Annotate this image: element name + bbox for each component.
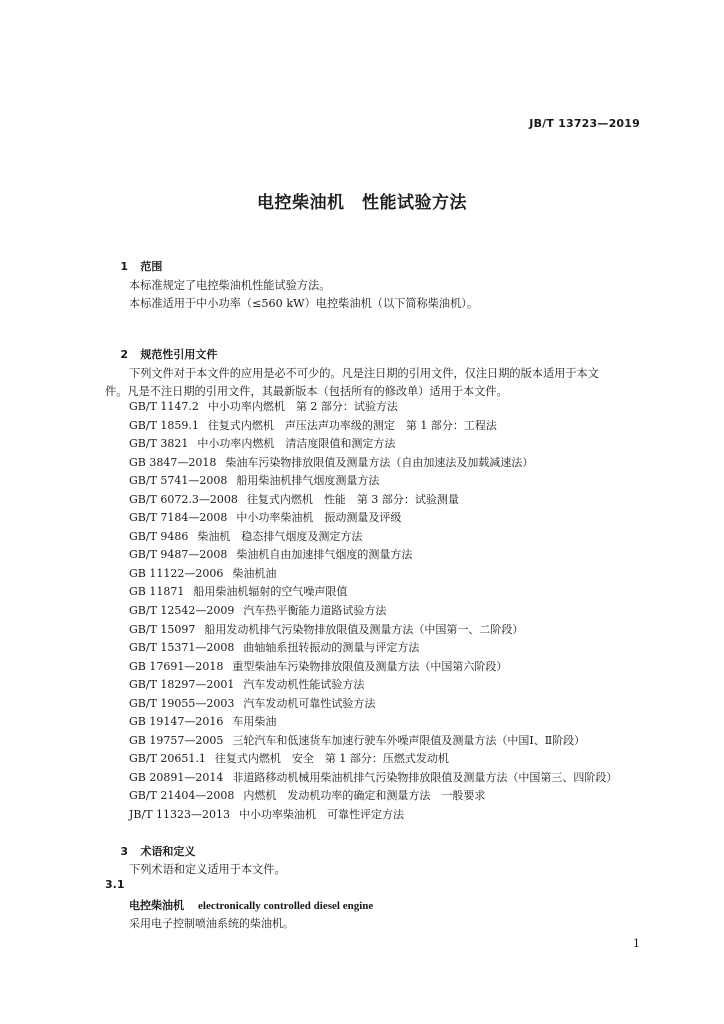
section-title: 规范性引用文件 [140, 348, 218, 361]
reference-title: 中小功率柴油机 可靠性评定方法 [239, 808, 405, 822]
reference-code: GB 11122—2006 [129, 566, 224, 580]
reference-code: GB 11871 [129, 585, 185, 599]
term-heading [129, 897, 373, 913]
reference-code: GB/T 15371—2008 [129, 641, 235, 655]
reference-title: 往复式内燃机 性能 第 3 部分：试验测量 [246, 492, 459, 506]
reference-title: 往复式内燃机 安全 第 1 部分：压燃式发动机 [214, 752, 449, 766]
reference-code: GB 17691—2018 [129, 659, 224, 673]
reference-code: GB/T 6072.3—2008 [129, 492, 238, 506]
document-title: 电控柴油机 性能试验方法 [257, 193, 467, 213]
reference-code: GB/T 9486 [129, 529, 189, 543]
reference-title: 内燃机 发动机功率的确定和测量方法 一般要求 [243, 789, 486, 803]
reference-title: 中小功率内燃机 第 2 部分：试验方法 [207, 400, 398, 413]
section-title: 术语和定义 [140, 845, 196, 858]
reference-item [129, 806, 617, 825]
reference-item [129, 546, 617, 565]
reference-code: GB/T 1859.1 [129, 418, 199, 432]
reference-code: GB 19757—2005 [129, 733, 224, 747]
reference-item [129, 528, 617, 547]
reference-title: 重型柴油车污染物排放限值及测量方法（中国第六阶段） [232, 659, 508, 673]
term-chinese: 电控柴油机 [129, 899, 184, 912]
reference-item [129, 695, 617, 714]
reference-title: 柴油车污染物排放限值及测量方法（自由加速法及加载减速法） [225, 455, 534, 469]
reference-title: 汽车发动机性能试验方法 [243, 678, 365, 692]
reference-item [129, 417, 617, 436]
reference-title: 柴油机油 [232, 566, 277, 580]
section-number: 1 [120, 260, 128, 273]
term-number: 3.1 [105, 878, 125, 891]
reference-code: GB/T 12542—2009 [129, 604, 235, 618]
reference-title: 中小功率柴油机 振动测量及评级 [236, 511, 402, 525]
reference-item [129, 602, 617, 621]
reference-code: GB/T 7184—2008 [129, 511, 228, 525]
section-number: 2 [120, 348, 128, 361]
page-number: 1 [633, 937, 640, 950]
refs-intro-line-2: 件。凡是不注日期的引用文件，其最新版本（包括所有的修改单）适用于本文件。 [105, 385, 508, 398]
scope-paragraph-1: 本标准规定了电控柴油机性能试验方法。 [129, 279, 331, 292]
reference-item [129, 621, 617, 640]
reference-code: GB/T 21404—2008 [129, 789, 235, 803]
reference-item [129, 639, 617, 658]
reference-code: GB/T 5741—2008 [129, 474, 228, 488]
reference-item [129, 732, 617, 751]
reference-item [129, 676, 617, 695]
reference-item [129, 509, 617, 528]
reference-item [129, 454, 617, 473]
terms-intro: 下列术语和定义适用于本文件。 [129, 863, 286, 876]
reference-code: JB/T 11323—2013 [129, 808, 231, 822]
reference-item [129, 472, 617, 491]
reference-item [129, 565, 617, 584]
reference-code: GB/T 9487—2008 [129, 548, 228, 562]
reference-title: 柴油机自由加速排气烟度的测量方法 [236, 548, 413, 562]
reference-item [129, 713, 617, 732]
reference-title: 柴油机 稳态排气烟度及测定方法 [197, 529, 363, 543]
reference-title: 汽车发动机可靠性试验方法 [243, 696, 376, 710]
reference-title: 非道路移动机械用柴油机排气污染物排放限值及测量方法（中国第三、四阶段） [232, 770, 618, 784]
reference-item [129, 435, 617, 454]
section-number: 3 [120, 845, 128, 858]
reference-title: 三轮汽车和低速货车加速行驶车外噪声限值及测量方法（中国Ⅰ、Ⅱ阶段） [232, 733, 586, 747]
reference-title: 往复式内燃机 声压法声功率级的测定 第 1 部分：工程法 [207, 418, 497, 432]
reference-title: 船用柴油机排气烟度测量方法 [236, 474, 380, 488]
reference-item [129, 658, 617, 677]
reference-item [129, 398, 617, 417]
reference-title: 车用柴油 [232, 715, 277, 729]
term-definition: 采用电子控制喷油系统的柴油机。 [129, 917, 294, 930]
reference-code: GB/T 18297—2001 [129, 678, 235, 692]
reference-item [129, 491, 617, 510]
section-title: 范围 [140, 260, 163, 273]
reference-title: 中小功率内燃机 清洁度限值和测定方法 [197, 437, 396, 451]
reference-list [129, 398, 617, 825]
reference-code: GB 19147—2016 [129, 715, 224, 729]
reference-code: GB/T 15097 [129, 622, 196, 636]
reference-item [129, 787, 617, 806]
reference-code: GB 20891—2014 [129, 770, 224, 784]
reference-item [129, 583, 617, 602]
reference-code: GB 3847—2018 [129, 455, 217, 469]
reference-code: GB/T 3821 [129, 437, 189, 451]
reference-title: 船用发动机排气污染物排放限值及测量方法（中国第一、二阶段） [204, 622, 524, 636]
reference-title: 汽车热平衡能力道路试验方法 [243, 604, 387, 618]
reference-code: GB/T 19055—2003 [129, 696, 235, 710]
term-english: electronically controlled diesel engine [198, 900, 374, 912]
scope-paragraph-2: 本标准适用于中小功率（≤560 kW）电控柴油机（以下简称柴油机）。 [129, 297, 479, 310]
reference-code: GB/T 1147.2 [129, 400, 199, 413]
refs-intro-line-1: 下列文件对于本文件的应用是必不可少的。凡是注日期的引用文件，仅注日期的版本适用于本文 [129, 367, 599, 380]
reference-code: GB/T 20651.1 [129, 752, 206, 766]
reference-item [129, 769, 617, 788]
reference-title: 船用柴油机辐射的空气噪声限值 [193, 585, 348, 599]
standard-code: JB/T 13723—2019 [529, 117, 640, 130]
reference-item [129, 750, 617, 769]
reference-title: 曲轴轴系扭转振动的测量与评定方法 [243, 641, 420, 655]
